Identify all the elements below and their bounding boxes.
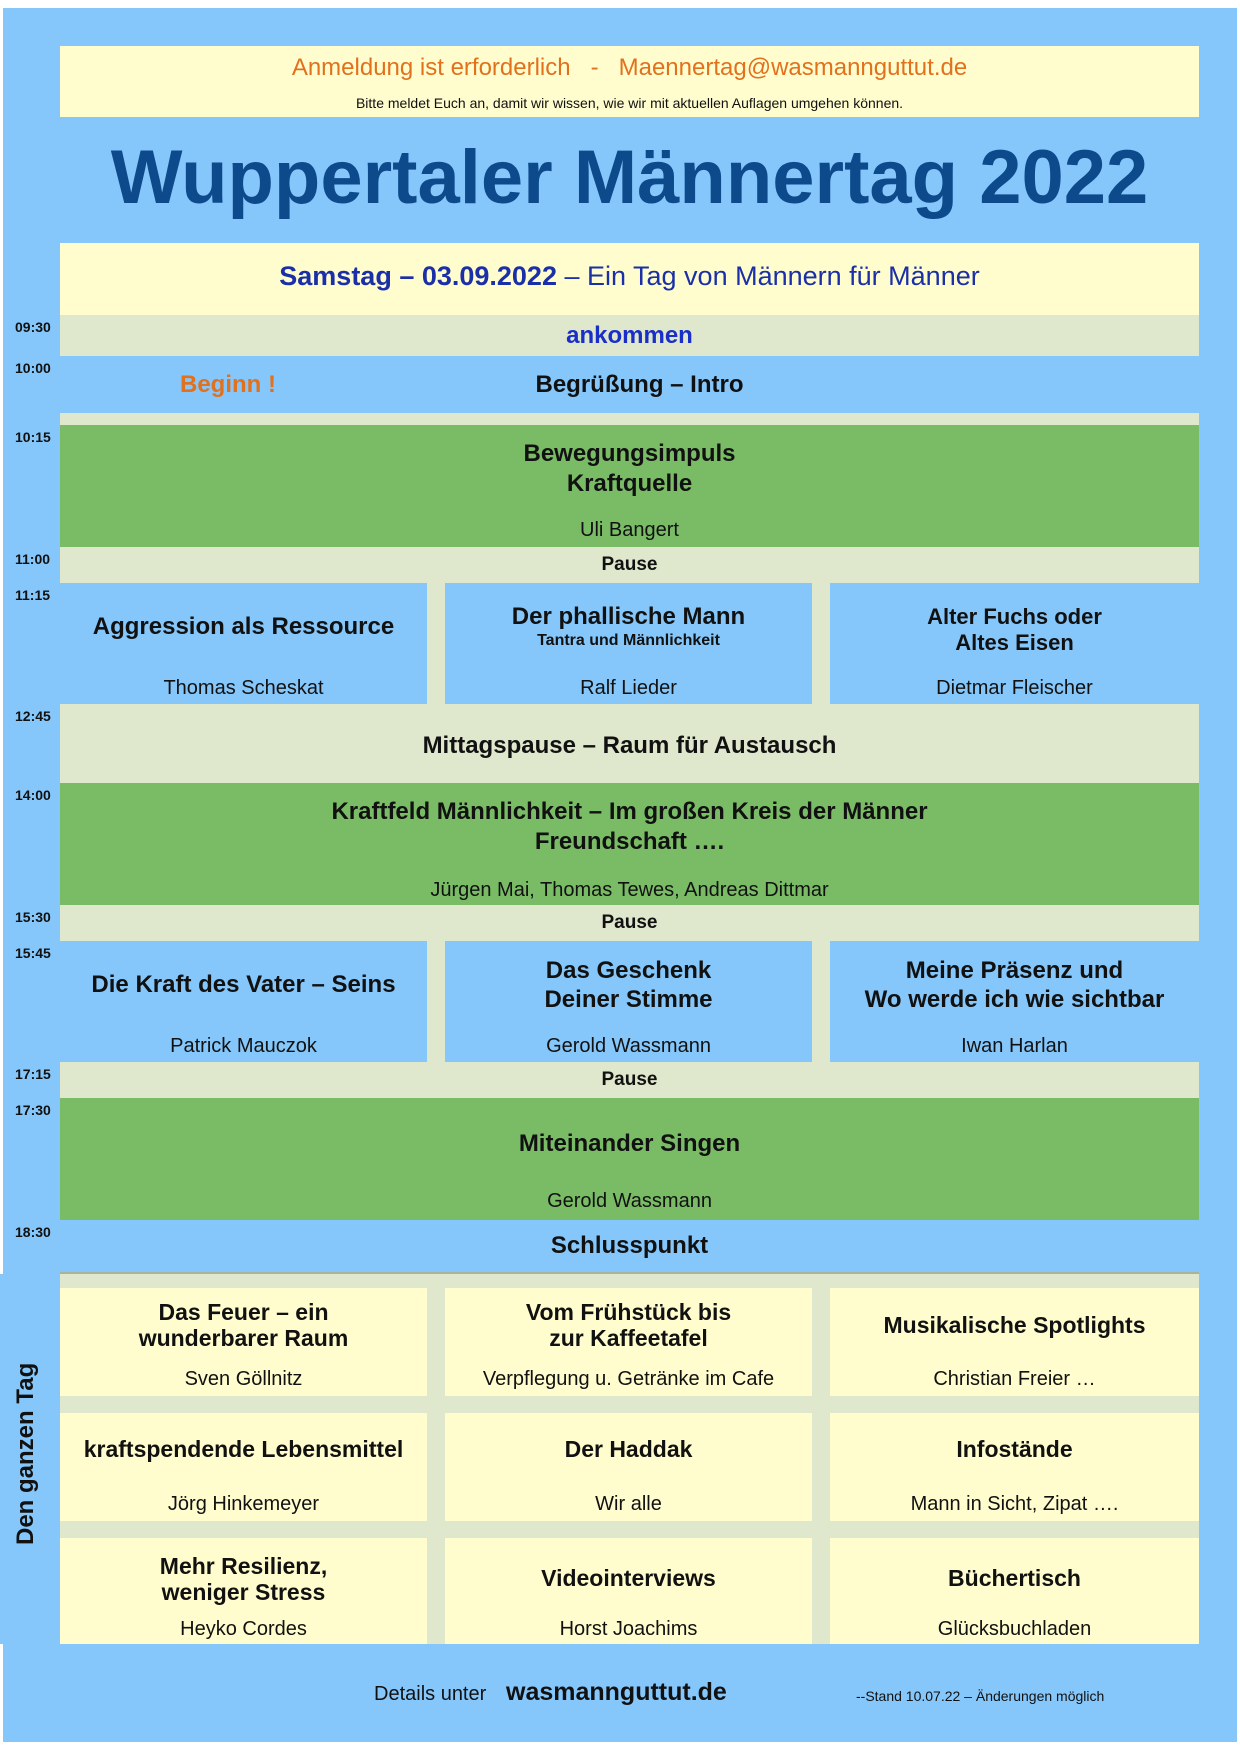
lunch-label: Mittagspause – Raum für Austausch — [422, 732, 837, 759]
registration-banner — [60, 46, 1199, 117]
date-line — [60, 261, 1199, 292]
arrive-label: ankommen — [566, 322, 693, 349]
time-label: 10:00 — [15, 360, 51, 376]
workshop-title: Wo werde ich wie sichtbar — [864, 986, 1165, 1013]
workshop-title: Alter Fuchs oder — [927, 604, 1102, 629]
date-banner — [60, 243, 1199, 315]
workshop-title: Altes Eisen — [955, 630, 1074, 655]
allday-cell — [830, 1538, 1199, 1644]
welcome-label: Begrüßung – Intro — [535, 371, 744, 398]
allday-title: wunderbarer Raum — [138, 1325, 349, 1351]
registration-text[interactable]: Anmeldung ist erforderlich - Maennertag@wasmannguttut.de — [291, 54, 968, 81]
time-label: 17:30 — [15, 1102, 51, 1118]
time-label: 10:15 — [15, 429, 51, 445]
allday-title: weniger Stress — [161, 1579, 326, 1605]
time-label: 11:15 — [15, 587, 51, 603]
end-label: Schlusspunkt — [550, 1232, 709, 1259]
allday-person: Christian Freier … — [933, 1368, 1096, 1390]
workshop-title: Der phallische Mann — [511, 603, 746, 630]
divider — [60, 413, 1199, 425]
time-label: 14:00 — [15, 787, 51, 803]
allday-cell — [830, 1413, 1199, 1521]
allday-cell — [445, 1288, 812, 1396]
start-label: Beginn ! — [180, 371, 276, 398]
workshop-person: Dietmar Fleischer — [936, 677, 1093, 699]
workshop-title: Das Geschenk — [545, 957, 712, 984]
workshop-cell — [60, 583, 427, 704]
allday-title: zur Kaffeetafel — [549, 1325, 708, 1351]
allday-person: Wir alle — [595, 1493, 662, 1515]
time-label: 11:00 — [15, 551, 51, 567]
time-label: 17:15 — [15, 1066, 51, 1082]
session-title: Bewegungsimpuls — [523, 440, 736, 467]
allday-cell — [60, 1538, 427, 1644]
allday-person: Verpflegung u. Getränke im Cafe — [482, 1368, 775, 1390]
allday-title: Büchertisch — [948, 1565, 1081, 1591]
workshop-person: Gerold Wassmann — [546, 1035, 711, 1057]
allday-cell — [445, 1538, 812, 1644]
allday-title: Der Haddak — [564, 1436, 693, 1462]
allday-person: Sven Göllnitz — [184, 1368, 303, 1390]
movement-session — [60, 425, 1199, 547]
workshop-title: Deiner Stimme — [544, 986, 713, 1013]
session-person: Gerold Wassmann — [547, 1190, 712, 1212]
allday-title: Infostände — [956, 1436, 1073, 1462]
allday-title: Das Feuer – ein — [158, 1299, 329, 1325]
allday-person: Mann in Sicht, Zipat …. — [910, 1493, 1119, 1515]
allday-title: kraftspendende Lebensmittel — [83, 1436, 404, 1462]
allday-cell — [445, 1413, 812, 1521]
time-label: 15:30 — [15, 909, 51, 925]
session-person: Jürgen Mai, Thomas Tewes, Andreas Dittmar — [430, 879, 829, 901]
workshop-cell — [830, 941, 1199, 1062]
allday-cell — [830, 1288, 1199, 1396]
allday-title: Musikalische Spotlights — [883, 1312, 1146, 1338]
allday-person: Glücksbuchladen — [937, 1618, 1092, 1640]
allday-title: Vom Frühstück bis — [525, 1299, 732, 1325]
workshop-cell — [830, 583, 1199, 704]
session-title: Miteinander Singen — [518, 1130, 741, 1157]
time-label: 09:30 — [15, 319, 51, 335]
workshop-person: Ralf Lieder — [580, 677, 677, 699]
session-title: Kraftfeld Männlichkeit – Im großen Kreis der Männer — [331, 798, 928, 825]
workshop-person: Patrick Mauczok — [170, 1035, 317, 1057]
column-gap — [427, 583, 445, 704]
workshop-subtitle: Tantra und Männlichkeit — [537, 632, 720, 649]
allday-cell — [60, 1413, 427, 1521]
allday-cell — [60, 1288, 427, 1396]
workshop-title: Meine Präsenz und — [905, 957, 1124, 984]
column-gap — [427, 941, 445, 1062]
workshop-cell — [60, 941, 427, 1062]
page-title: Wuppertaler Männertag 2022 — [110, 135, 1149, 220]
time-label: 18:30 — [15, 1224, 51, 1240]
pause-label: Pause — [601, 1069, 658, 1090]
circle-session — [60, 783, 1199, 905]
arrive-row — [60, 315, 1199, 356]
event-tagline: – Ein Tag von Männern für Männer — [556, 261, 980, 291]
singing-session — [60, 1098, 1199, 1220]
column-gap — [812, 583, 830, 704]
allday-person: Heyko Cordes — [180, 1618, 307, 1640]
pause-label: Pause — [601, 554, 658, 575]
workshop-cell — [445, 583, 812, 704]
time-label: 12:45 — [15, 708, 51, 724]
workshop-person: Iwan Harlan — [961, 1035, 1068, 1057]
lunch-row — [60, 704, 1199, 783]
allday-title: Mehr Resilienz, — [159, 1553, 328, 1579]
event-date: Samstag – 03.09.2022 — [279, 261, 557, 291]
allday-person: Horst Joachims — [559, 1618, 698, 1640]
website-link[interactable]: wasmannguttut.de — [506, 1678, 727, 1706]
session-title: Freundschaft …. — [534, 828, 725, 855]
allday-label: Den ganzen Tag — [12, 1362, 39, 1545]
details-label: Details unter — [374, 1683, 487, 1705]
pause-row — [60, 547, 1199, 583]
pause-row — [60, 905, 1199, 941]
session-person: Uli Bangert — [580, 519, 679, 541]
pause-row — [60, 1062, 1199, 1098]
allday-title: Videointerviews — [541, 1565, 716, 1591]
status-note: --Stand 10.07.22 – Änderungen möglich — [856, 1688, 1105, 1704]
column-gap — [812, 941, 830, 1062]
workshop-person: Thomas Scheskat — [163, 677, 324, 699]
workshop-title: Aggression als Ressource — [92, 613, 395, 640]
pause-label: Pause — [601, 912, 658, 933]
registration-note: Bitte meldet Euch an, damit wir wissen, wie wir mit aktuellen Auflagen umgehen können. — [355, 95, 904, 111]
time-label: 15:45 — [15, 945, 51, 961]
workshop-cell — [445, 941, 812, 1062]
workshop-title: Die Kraft des Vater – Seins — [91, 971, 396, 998]
session-title: Kraftquelle — [566, 470, 693, 497]
allday-person: Jörg Hinkemeyer — [167, 1493, 320, 1515]
